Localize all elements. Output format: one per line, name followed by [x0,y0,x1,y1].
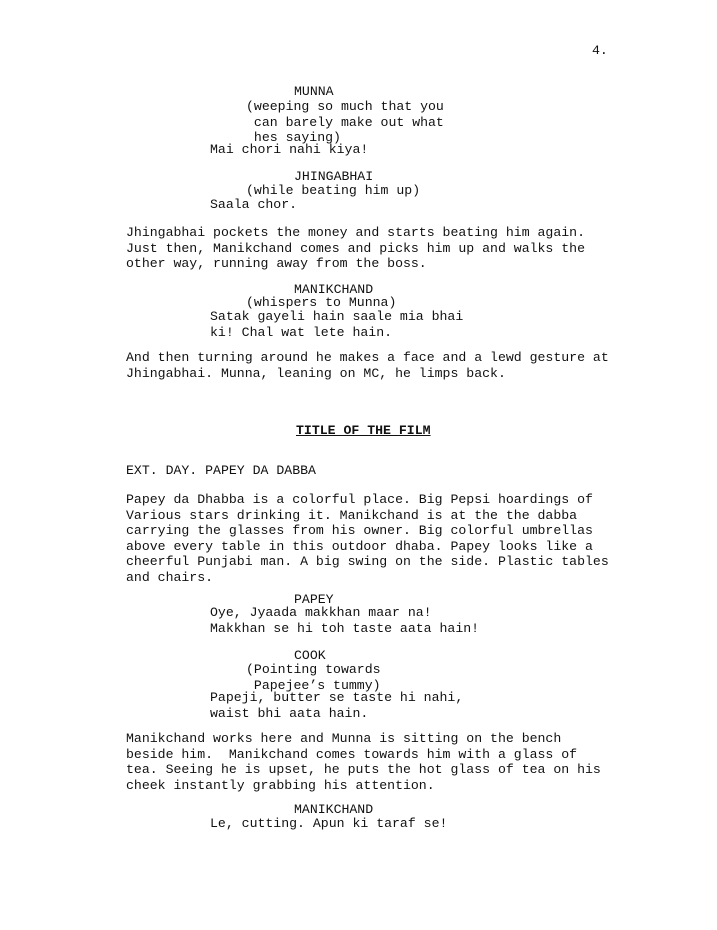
dialogue-jhingabhai: Saala chor. [210,197,298,212]
character-papey: PAPEY [294,592,334,607]
action-paragraph-2: And then turning around he makes a face and a lewd gesture at Jhingabhai. Munna, leaning on MC, he limps back. [126,350,609,381]
character-cook: COOK [294,648,326,663]
action-paragraph-4: Manikchand works here and Munna is sitting on the bench beside him. Manikchand comes towards him with a glass of tea. Seeing he is upset, he puts the hot glass of tea on his cheek instantly grabbing his attention. [126,731,601,793]
dialogue-munna: Mai chori nahi kiya! [210,142,369,157]
scene-heading: EXT. DAY. PAPEY DA DABBA [126,463,316,478]
film-title-heading: TITLE OF THE FILM [296,423,431,438]
dialogue-cook: Papeji, butter se taste hi nahi, waist bhi aata hain. [210,690,464,721]
action-paragraph-3: Papey da Dhabba is a colorful place. Big Pepsi hoardings of Various stars drinking it. Manikchand is at the the dabba carrying the glasses from his owner. Big colorful umbrellas above every table in this outdoor dhaba. Papey looks like a cheerful Punjabi man. A big swing on the side. Plastic tables and chairs. [126,492,609,585]
parenthetical-manikchand: (whispers to Munna) [246,295,397,310]
page-number: 4. [592,43,608,58]
dialogue-manikchand-2: Le, cutting. Apun ki taraf se! [210,816,448,831]
dialogue-manikchand-1: Satak gayeli hain saale mia bhai ki! Chal wat lete hain. [210,309,464,340]
character-manikchand-1: MANIKCHAND [294,282,374,297]
action-paragraph-1: Jhingabhai pockets the money and starts beating him again. Just then, Manikchand comes and picks him up and walks the other way, running away from the boss. [126,225,585,271]
parenthetical-cook: (Pointing towards Papejee’s tummy) [246,662,381,693]
parenthetical-munna: (weeping so much that you can barely make out what hes saying) [246,99,444,145]
dialogue-papey: Oye, Jyaada makkhan maar na! Makkhan se hi toh taste aata hain! [210,605,480,636]
character-manikchand-2: MANIKCHAND [294,802,374,817]
character-munna: MUNNA [294,84,334,99]
parenthetical-jhingabhai: (while beating him up) [246,183,421,198]
character-jhingabhai: JHINGABHAI [294,169,374,184]
